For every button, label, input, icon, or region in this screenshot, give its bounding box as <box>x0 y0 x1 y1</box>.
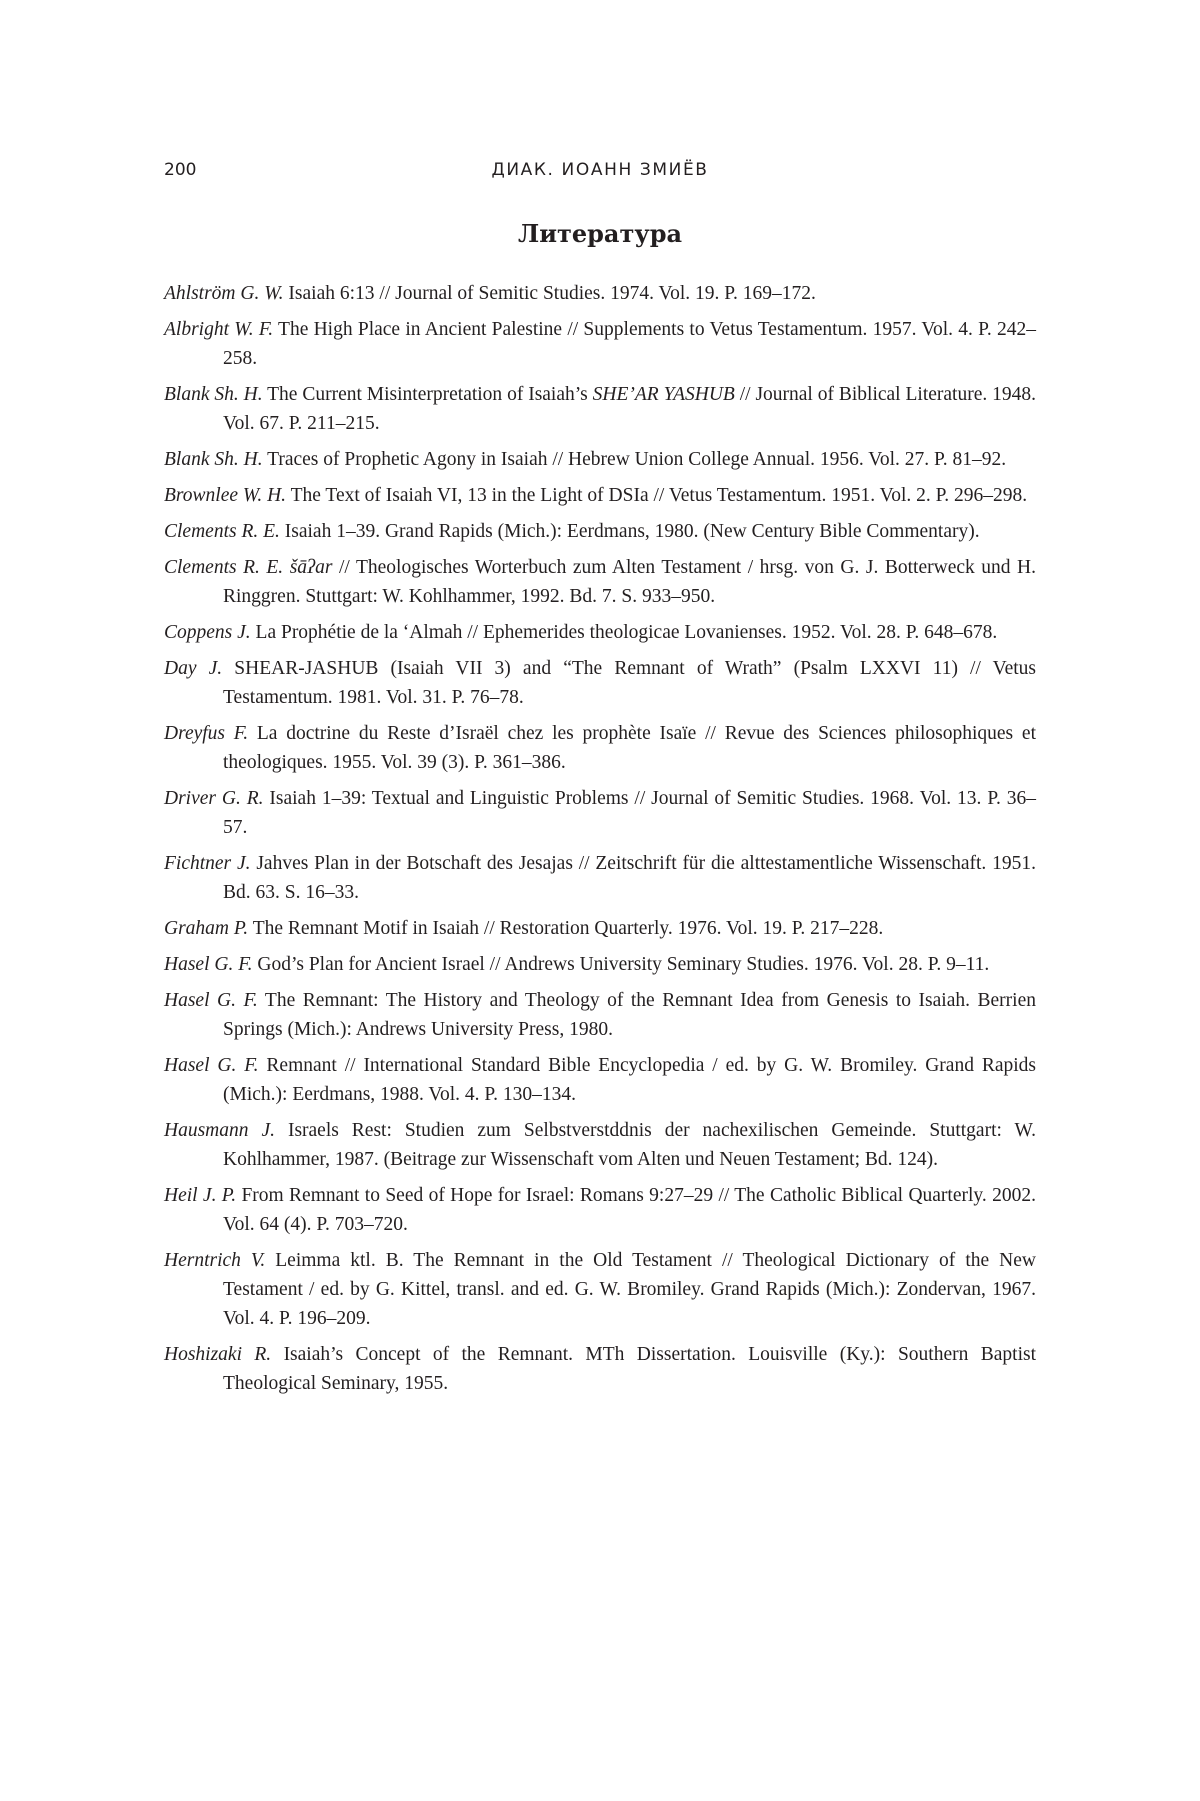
entry-author: Clements R. E. <box>164 521 280 542</box>
bibliography-entry <box>164 1116 1036 1174</box>
entry-text: The Remnant: The History and Theology of the Remnant Idea from Genesis to Isaiah. Berrien Springs (Mich.): Andrews University Press, 1980. <box>223 990 1036 1040</box>
entry-author: Day J. <box>164 658 223 679</box>
entry-text: The High Place in Ancient Palestine // Supplements to Vetus Testamentum. 1957. Vol. 4. P. 242–258. <box>223 319 1036 369</box>
entry-text: Jahves Plan in der Botschaft des Jesajas // Zeitschrift für die alttestamentliche Wissenschaft. 1951. Bd. 63. S. 16–33. <box>223 853 1037 903</box>
entry-author: Albright W. F. <box>164 319 274 340</box>
bibliography-entry <box>164 553 1036 611</box>
bibliography-entry <box>164 914 1036 943</box>
bibliography-entry <box>164 1246 1036 1333</box>
entry-text: The Text of Isaiah VI, 13 in the Light of DSIa // Vetus Testamentum. 1951. Vol. 2. P. 296–298. <box>290 485 1028 506</box>
bibliography-entry <box>164 950 1036 979</box>
entry-text: Remnant // International Standard Bible Encyclopedia / ed. by G. W. Bromiley. Grand Rapids (Mich.): Eerdmans, 1988. Vol. 4. P. 130–134. <box>223 1055 1037 1105</box>
entry-author: Fichtner J. <box>164 853 251 874</box>
entry-author: Blank Sh. H. <box>164 384 263 405</box>
bibliography-entry <box>164 315 1036 373</box>
entry-author: Brownlee W. H. <box>164 485 287 506</box>
entry-author: Hasel G. F. <box>164 990 258 1011</box>
entry-author: Graham P. <box>164 918 249 939</box>
entry-author: Hasel G. F. <box>164 954 253 975</box>
bibliography-entry <box>164 986 1036 1044</box>
entry-text-before: The Current Misinterpretation of Isaiah’s <box>267 384 588 405</box>
entry-text: The Remnant Motif in Isaiah // Restoration Quarterly. 1976. Vol. 19. P. 217–228. <box>252 918 884 939</box>
entry-author: Coppens J. <box>164 622 251 643</box>
bibliography-entry <box>164 1181 1036 1239</box>
page-number: 200 <box>164 160 197 180</box>
entry-author: Hoshizaki R. <box>164 1344 272 1365</box>
bibliography-entry <box>164 784 1036 842</box>
entry-author: Herntrich V. <box>164 1250 266 1271</box>
entry-text: Traces of Prophetic Agony in Isaiah // Hebrew Union College Annual. 1956. Vol. 27. P. 81–92. <box>267 449 1007 470</box>
bibliography-list <box>164 279 1036 1405</box>
bibliography-entry <box>164 849 1036 907</box>
entry-emphasis: šāʔar <box>289 557 333 578</box>
bibliography-entry <box>164 618 1036 647</box>
entry-text: Israels Rest: Studien zum Selbstverstddnis der nachexilischen Gemeinde. Stuttgart: W. Kohlhammer, 1987. (Beitrage zur Wissenschaft vom Alten und Neuen Testament; Bd. 124). <box>223 1120 1036 1170</box>
entry-author: Blank Sh. H. <box>164 449 263 470</box>
entry-text: La Prophétie de la ‘Almah // Ephemerides theologicae Lovanienses. 1952. Vol. 28. P. 648–678. <box>255 622 998 643</box>
entry-text <box>223 384 1036 434</box>
entry-text-after: // Theologisches Worterbuch zum Alten Testament / hrsg. von G. J. Botterweck und H. Ringgren. Stuttgart: W. Kohlhammer, 1992. Bd. 7. S. 933–950. <box>223 557 1037 607</box>
entry-text: Isaiah 6:13 // Journal of Semitic Studies. 1974. Vol. 19. P. 169–172. <box>288 283 816 304</box>
entry-text: Isaiah’s Concept of the Remnant. MTh Dissertation. Louisville (Ky.): Southern Baptist Theological Seminary, 1955. <box>223 1344 1036 1394</box>
bibliography-entry <box>164 517 1036 546</box>
bibliography-entry <box>164 654 1036 712</box>
entry-author: Driver G. R. <box>164 788 264 809</box>
entry-author: Dreyfus F. <box>164 723 249 744</box>
entry-text: Leimma ktl. B. The Remnant in the Old Testament // Theological Dictionary of the New Testament / ed. by G. Kittel, transl. and ed. G. W. Bromiley. Grand Rapids (Mich.): Zondervan, 1967. Vol. 4. P. 196–209. <box>223 1250 1036 1329</box>
bibliography-entry <box>164 1340 1036 1398</box>
bibliography-entry <box>164 719 1036 777</box>
bibliography-entry <box>164 481 1036 510</box>
entry-text: La doctrine du Reste d’Israël chez les prophète Isaïe // Revue des Sciences philosophiques et theologiques. 1955. Vol. 39 (3). P. 361–386. <box>223 723 1037 773</box>
entry-author: Hasel G. F. <box>164 1055 259 1076</box>
bibliography-entry <box>164 1051 1036 1109</box>
entry-text: Isaiah 1–39: Textual and Linguistic Problems // Journal of Semitic Studies. 1968. Vol. 13. P. 36–57. <box>223 788 1037 838</box>
bibliography-entry <box>164 279 1036 308</box>
bibliography-entry <box>164 445 1036 474</box>
entry-text: Isaiah 1–39. Grand Rapids (Mich.): Eerdmans, 1980. (New Century Bible Commentary). <box>284 521 980 542</box>
entry-text <box>223 557 1036 607</box>
entry-author: Hausmann J. <box>164 1120 275 1141</box>
entry-author: Clements R. E. <box>164 557 284 578</box>
entry-text-after: // Journal of Biblical Literature. 1948. Vol. 67. P. 211–215. <box>223 384 1036 434</box>
entry-text: From Remnant to Seed of Hope for Israel: Romans 9:27–29 // The Catholic Biblical Quarterly. 2002. Vol. 64 (4). P. 703–720. <box>223 1185 1036 1235</box>
entry-author: Heil J. P. <box>164 1185 237 1206</box>
bibliography-entry <box>164 380 1036 438</box>
entry-emphasis: SHE’AR YASHUB <box>592 384 735 405</box>
entry-text: SHEAR-JASHUB (Isaiah VII 3) and “The Remnant of Wrath” (Psalm LXXVI 11) // Vetus Testamentum. 1981. Vol. 31. P. 76–78. <box>223 658 1037 708</box>
running-header <box>164 160 1036 184</box>
section-title: Литература <box>517 219 683 248</box>
entry-text: God’s Plan for Ancient Israel // Andrews University Seminary Studies. 1976. Vol. 28. P. 9–11. <box>257 954 990 975</box>
running-title: ДИАК. ИОАНН ЗМИЁВ <box>491 160 709 180</box>
entry-author: Ahlström G. W. <box>164 283 284 304</box>
